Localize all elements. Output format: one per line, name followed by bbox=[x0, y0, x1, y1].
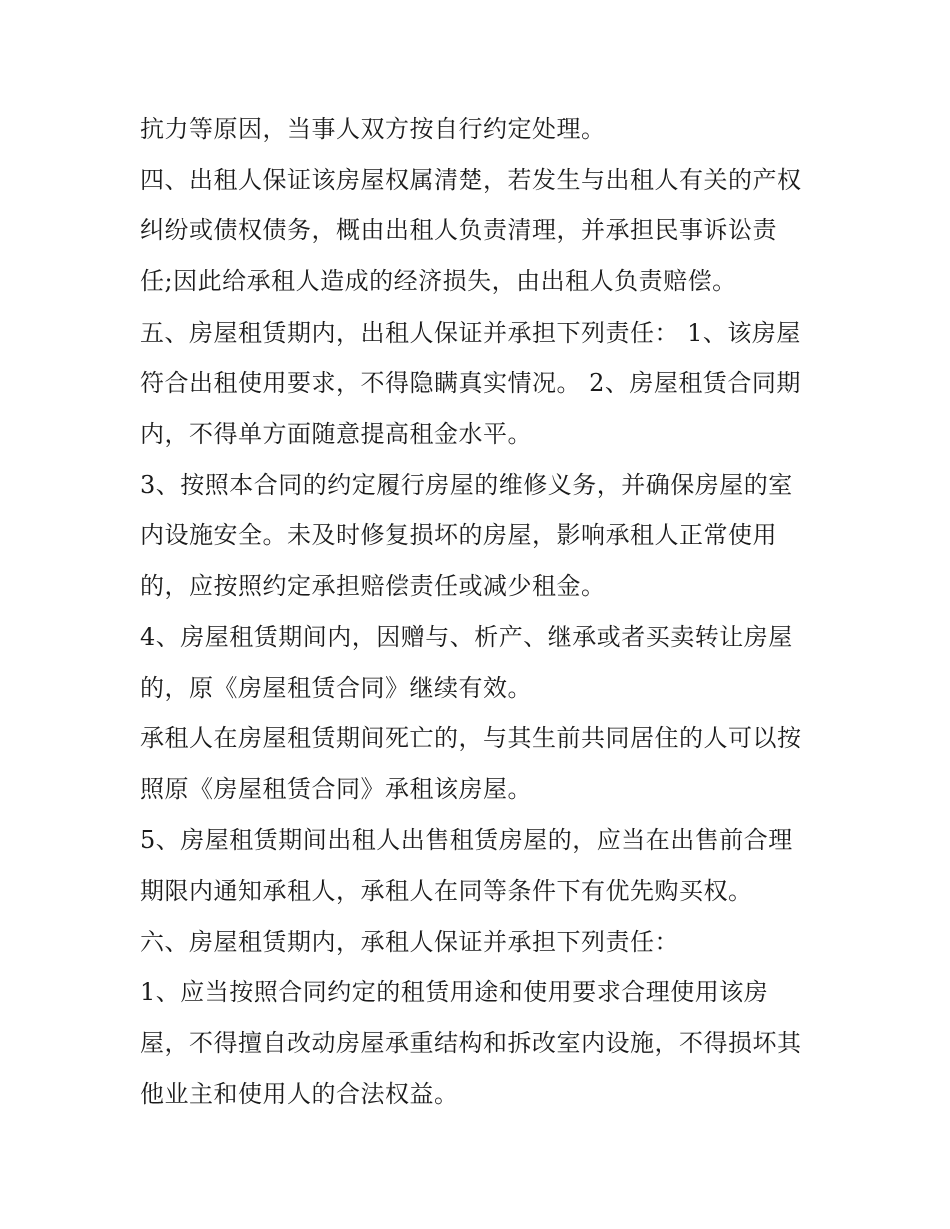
text-line: 他业主和使用人的合法权益。 bbox=[140, 1080, 459, 1108]
text-line: 纠纷或债权债务，概由出租人负责清理，并承担民事诉讼责 bbox=[140, 216, 777, 244]
text-line: 四、出租人保证该房屋权属清楚，若发生与出租人有关的产权 bbox=[140, 166, 802, 194]
text-line: 六、房屋租赁期内，承租人保证并承担下列责任： bbox=[140, 928, 679, 956]
text-line: 4、房屋租赁期间内，因赠与、析产、继承或者买卖转让房屋 bbox=[140, 623, 793, 651]
text-line: 5、房屋租赁期间出租人出售租赁房屋的，应当在出售前合理 bbox=[140, 826, 793, 854]
text-line: 1、应当按照合同约定的租赁用途和使用要求合理使用该房 bbox=[140, 978, 769, 1006]
text-line: 内设施安全。未及时修复损坏的房屋，影响承租人正常使用 bbox=[140, 521, 777, 549]
text-line: 五、房屋租赁期内，出租人保证并承担下列责任： 1、该房屋 bbox=[140, 319, 801, 347]
text-line: 内，不得单方面随意提高租金水平。 bbox=[140, 420, 532, 448]
text-line: 的，应按照约定承担赔偿责任或减少租金。 bbox=[140, 572, 606, 600]
text-line: 符合出租使用要求，不得隐瞒真实情况。 2、房屋租赁合同期 bbox=[140, 369, 801, 397]
text-line: 抗力等原因，当事人双方按自行约定处理。 bbox=[140, 115, 606, 143]
text-line: 3、按照本合同的约定履行房屋的维修义务，并确保房屋的室 bbox=[140, 471, 793, 499]
text-line: 屋，不得擅自改动房屋承重结构和拆改室内设施，不得损坏其 bbox=[140, 1029, 802, 1057]
text-line: 任;因此给承租人造成的经济损失，由出租人负责赔偿。 bbox=[140, 267, 737, 295]
text-line: 承租人在房屋租赁期间死亡的，与其生前共同居住的人可以按 bbox=[140, 724, 802, 752]
text-line: 的，原《房屋租赁合同》继续有效。 bbox=[140, 674, 532, 702]
text-line: 照原《房屋租赁合同》承租该房屋。 bbox=[140, 775, 532, 803]
text-line: 期限内通知承租人，承租人在同等条件下有优先购买权。 bbox=[140, 877, 753, 905]
